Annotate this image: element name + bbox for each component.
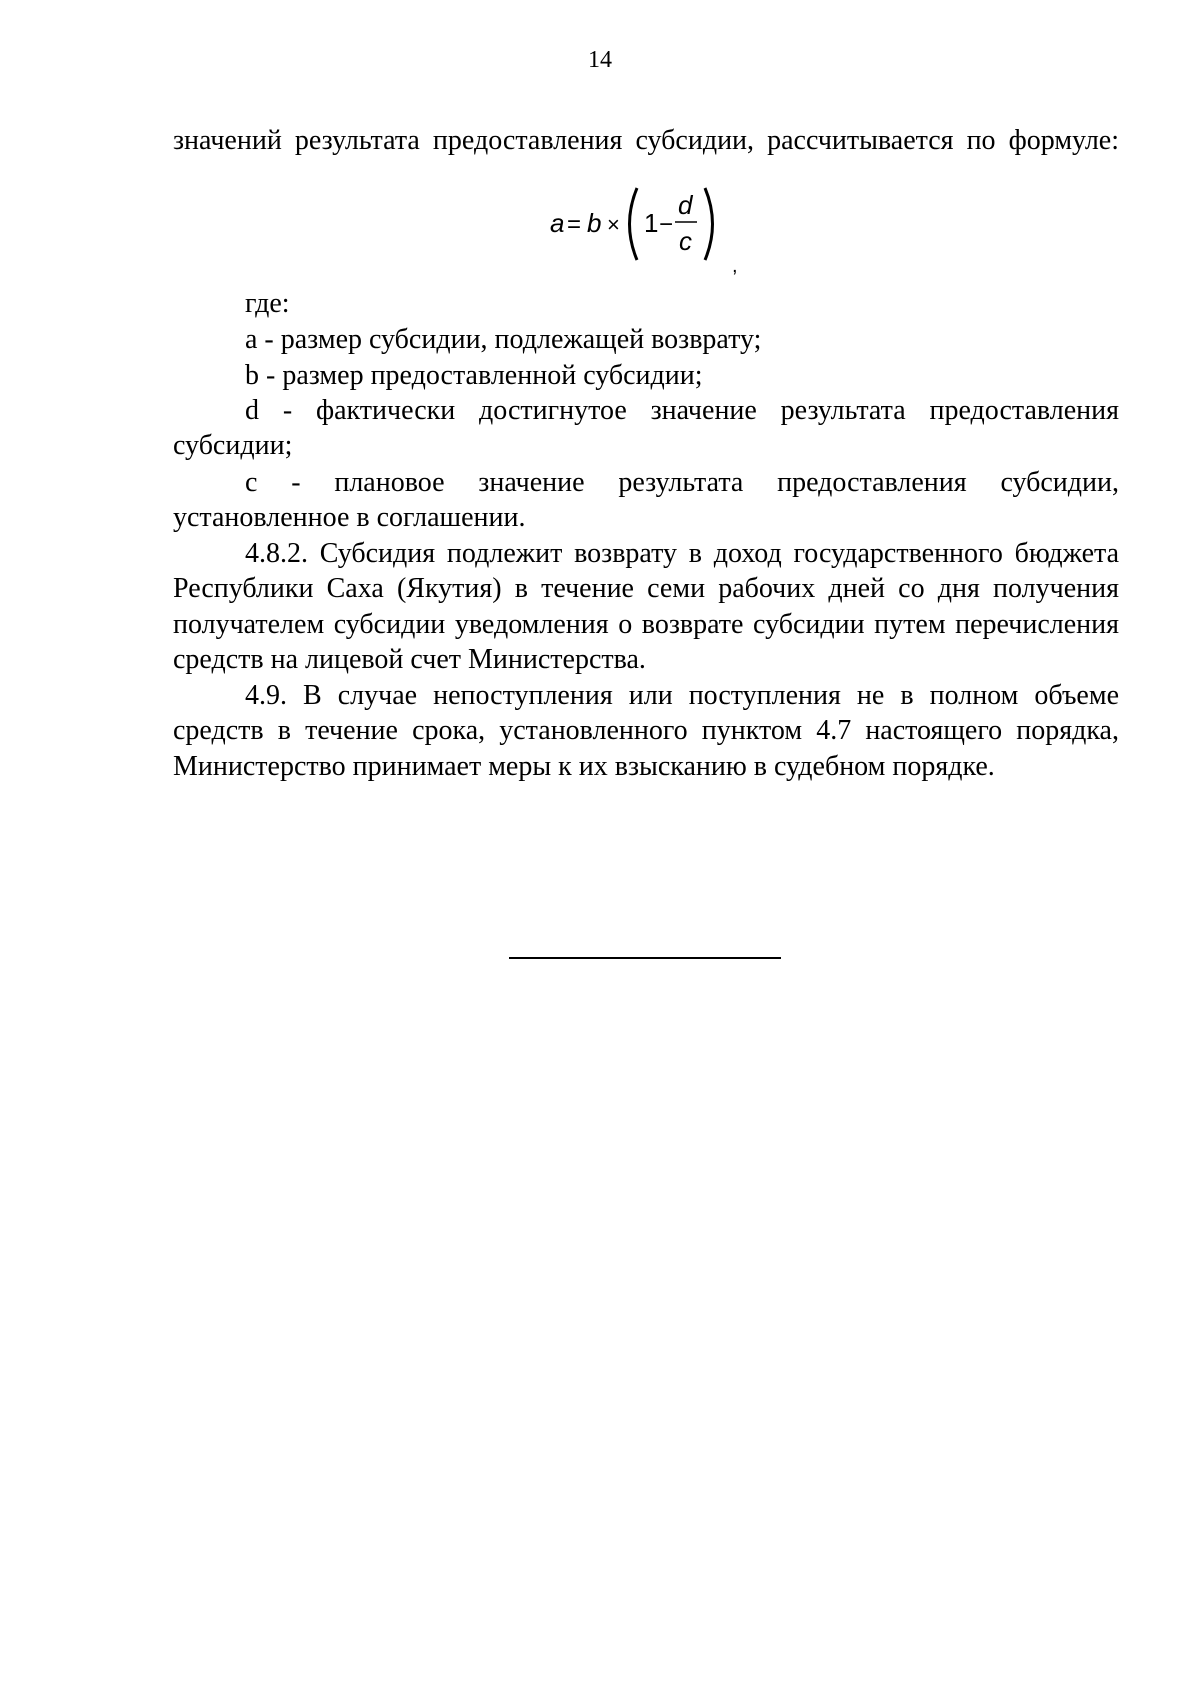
formula-equals: =: [567, 211, 582, 238]
end-of-document-rule: [509, 957, 781, 959]
formula-b: b: [587, 208, 602, 238]
paragraph-4-9-line-3: Министерство принимает меры к их взысканию в судебном порядке.: [173, 751, 995, 782]
paragraph-4-8-2-line-3: получателем субсидии уведомления о возврате субсидии путем перечисления: [173, 609, 1119, 640]
page-number: 14: [588, 47, 612, 73]
paragraph-4-8-2-line-1: 4.8.2. Субсидия подлежит возврату в доход государственного бюджета: [245, 538, 1119, 569]
definition-d-line-1: d - фактически достигнутое значение результата предоставления: [245, 395, 1119, 426]
intro-line: значений результата предоставления субсидии, рассчитывается по формуле:: [173, 125, 1119, 156]
paragraph-4-9-line-2: средств в течение срока, установленного пунктом 4.7 настоящего порядка,: [173, 715, 1119, 746]
formula-minus: −: [659, 211, 674, 238]
paragraph-4-8-2-line-4: средств на лицевой счет Министерства.: [173, 644, 646, 675]
formula-right-paren: [705, 188, 713, 260]
formula-times: ×: [607, 212, 620, 237]
definition-a: a - размер субсидии, подлежащей возврату;: [245, 324, 762, 355]
formula-numerator: d: [678, 190, 693, 220]
formula-comma: ,: [732, 255, 738, 277]
where-line: где:: [245, 288, 290, 319]
formula-a: a: [550, 208, 565, 238]
formula-left-paren: [630, 188, 638, 260]
formula: [540, 186, 770, 282]
formula-denominator: c: [679, 226, 692, 256]
paragraph-4-8-2-line-2: Республики Саха (Якутия) в течение семи рабочих дней со дня получения: [173, 573, 1119, 604]
definition-c-line-2: установленное в соглашении.: [173, 502, 526, 533]
definition-b: b - размер предоставленной субсидии;: [245, 360, 703, 391]
definition-c-line-1: c - плановое значение результата предоставления субсидии,: [245, 467, 1119, 498]
formula-one: 1: [644, 208, 659, 238]
paragraph-4-9-line-1: 4.9. В случае непоступления или поступления не в полном объеме: [245, 680, 1119, 711]
definition-d-line-2: субсидии;: [173, 430, 293, 461]
